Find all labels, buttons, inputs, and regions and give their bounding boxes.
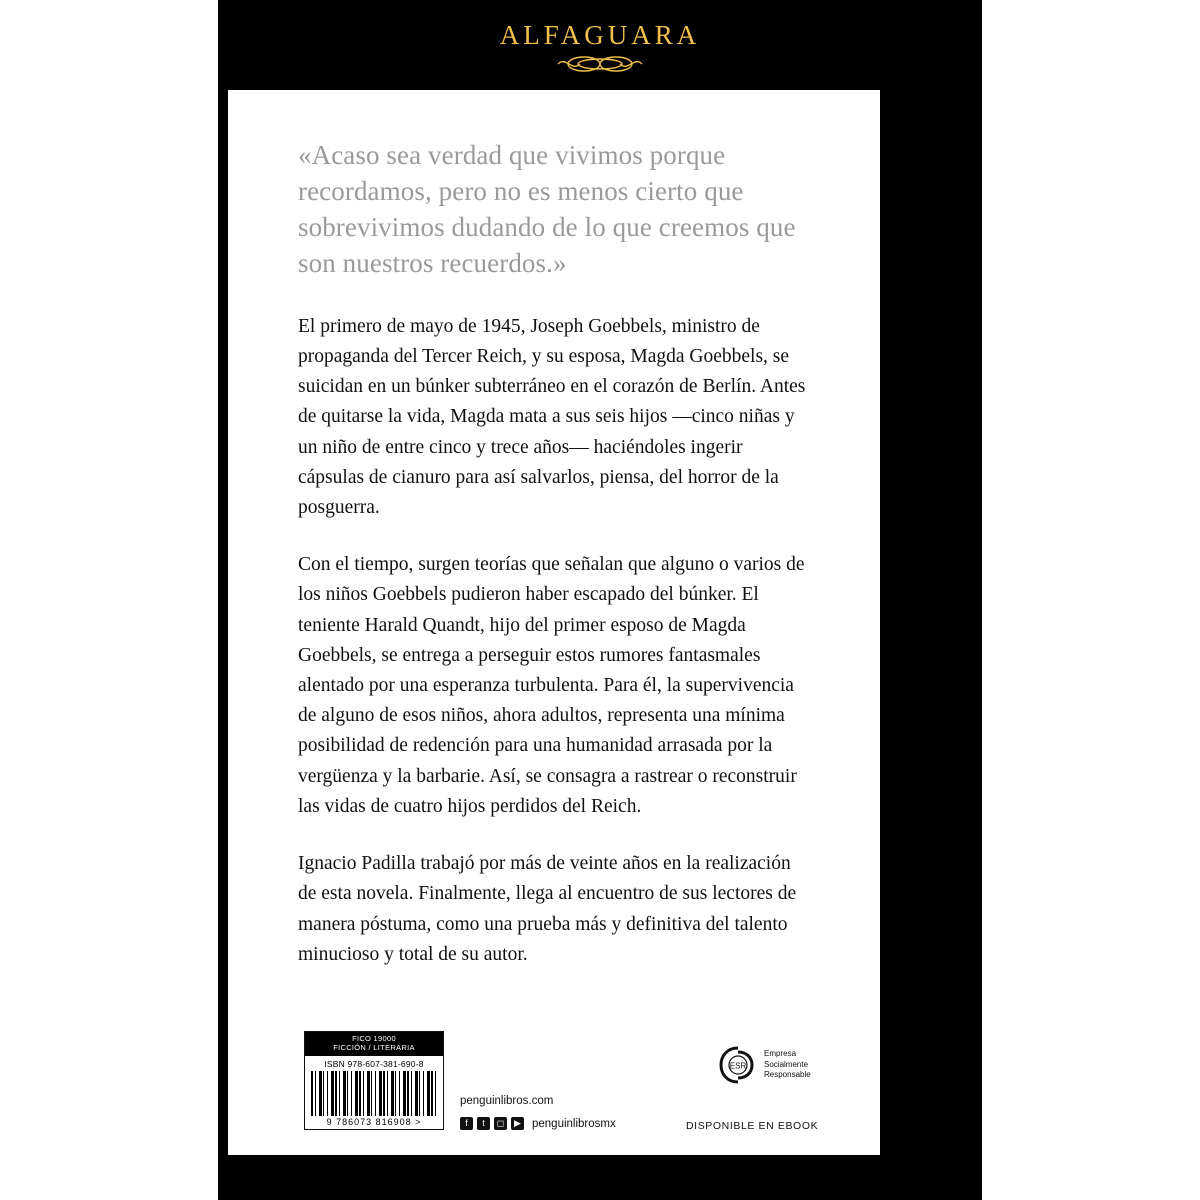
logo-ornament-icon: [554, 53, 646, 79]
esr-label: [764, 1049, 811, 1081]
synopsis-paragraph-1: El primero de mayo de 1945, Joseph Goebbels, ministro de propaganda del Tercer Reich, y su esposa, Magda Goebbels, se suicidan en un búnker subterráneo en el corazón de Berlín. Antes de quitarse la vida, Magda mata a sus seis hijos —cinco niñas y un niño de entre cinco y trece años— haciéndoles ingerir cápsulas de cianuro para así salvarlos, piensa, del horror de la posguerra.: [298, 315, 806, 518]
barcode-bars-icon: [311, 1071, 437, 1116]
publisher-logo-text: ALFAGUARA: [499, 20, 701, 50]
esr-mark-icon: [718, 1045, 758, 1085]
esr-badge: [718, 1045, 811, 1085]
publisher-logo: [218, 0, 982, 92]
barcode-ean-digits: 9 786073 816908 >: [326, 1116, 422, 1127]
svg-text:ESR: ESR: [729, 1061, 747, 1071]
barcode-isbn: ISBN 978-607-381-690-8: [324, 1058, 424, 1069]
youtube-icon[interactable]: ▶: [511, 1117, 524, 1130]
facebook-icon[interactable]: f: [460, 1117, 473, 1130]
esr-line-2: Socialmente: [764, 1059, 809, 1069]
ebook-availability-note: DISPONIBLE EN EBOOK: [686, 1120, 819, 1132]
back-cover-text-panel: [228, 90, 880, 1155]
publisher-website[interactable]: penguinlibros.com: [460, 1095, 554, 1107]
twitter-icon[interactable]: t: [477, 1117, 490, 1130]
social-links[interactable]: [460, 1117, 616, 1130]
cover-footer: [228, 1025, 880, 1155]
pull-quote: «Acaso sea verdad que vivimos porque recordamos, pero no es menos cierto que sobrevivimos dudando de lo que creemos que son nuestros recuerdos.»: [298, 140, 796, 278]
social-handle: penguinlibrosmx: [532, 1117, 616, 1130]
barcode-category: [305, 1032, 443, 1056]
barcode-category-name: FICCIÓN / LITERARIA: [333, 1043, 415, 1053]
synopsis-paragraph-3: Ignacio Padilla trabajó por más de veinte años en la realización de esta novela. Finalmente, llega al encuentro de sus lectores de manera póstuma, como una prueba más y definitiva del talento minucioso y total de su autor.: [298, 853, 797, 965]
instagram-icon[interactable]: ◻: [494, 1117, 507, 1130]
barcode-category-code: FICO 19000: [352, 1034, 396, 1043]
esr-line-3: Responsable: [764, 1070, 811, 1080]
synopsis-paragraph-2: Con el tiempo, surgen teorías que señalan que alguno o varios de los niños Goebbels pudieron haber escapado del búnker. El teniente Harald Quandt, hijo del primer esposo de Magda Goebbels, se entrega a perseguir estos rumores fantasmales alentado por una esperanza turbulenta. Para él, la supervivencia de alguno de esos niños, ahora adultos, representa una mínima posibilidad de redención para una humanidad arrasada por la vergüenza y la barbarie. Así, se consagra a rastrear o reconstruir las vidas de cuatro hijos perdidos del Reich.: [298, 554, 805, 817]
esr-line-1: Empresa: [764, 1048, 797, 1058]
barcode-block: [304, 1031, 444, 1130]
